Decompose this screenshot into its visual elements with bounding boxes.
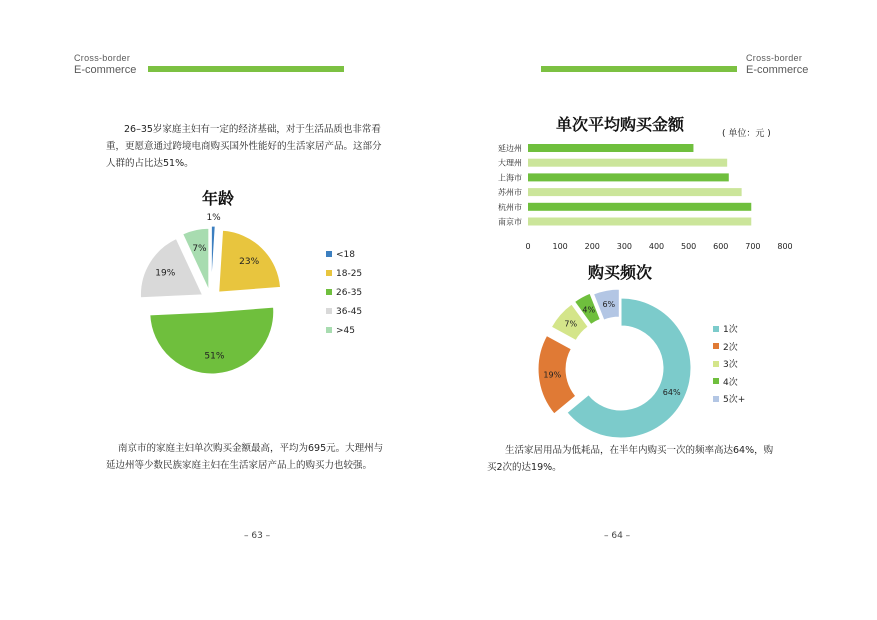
legend-label: 36-45 [336, 307, 363, 317]
donut-slice-1次 [567, 298, 691, 438]
brand-logo [74, 54, 136, 76]
legend-item-2次 [713, 340, 738, 353]
category-label: 南京市 [498, 217, 522, 227]
legend-label: 26-35 [336, 288, 363, 298]
tick-label: 300 [616, 242, 633, 252]
page-number: – 63 – [244, 531, 271, 541]
frequency-paragraph [487, 442, 807, 476]
legend-item-<18 [326, 250, 355, 260]
data-label: 51% [204, 351, 225, 362]
legend-label: 3次 [723, 360, 738, 370]
para-line: 生活家居用品为低耗品，在半年内购买一次的频率高达64%，购 [505, 445, 774, 456]
legend-item->45 [326, 326, 355, 336]
brand-logo [746, 54, 808, 76]
data-label: 19% [155, 268, 176, 279]
data-label: 7% [192, 243, 207, 254]
amount-bar-chart [479, 138, 809, 253]
legend-item-3次 [713, 357, 738, 370]
legend-item-18-25 [326, 269, 362, 279]
legend-swatch [713, 343, 719, 349]
unit-label: ( 单位：元 ) [722, 129, 771, 139]
tick-label: 700 [745, 242, 761, 252]
bar-延边州 [528, 144, 693, 152]
category-label: 大理州 [498, 158, 522, 168]
legend-swatch [326, 289, 332, 295]
brand-line1: Cross-border [74, 53, 131, 63]
legend-label: 5次+ [723, 395, 746, 405]
legend-label: >45 [336, 326, 355, 336]
data-label: 1% [206, 213, 221, 224]
legend-swatch [713, 326, 719, 332]
spending-paragraph [106, 440, 416, 474]
page-number: – 64 – [604, 531, 631, 541]
tick-label: 800 [777, 242, 793, 252]
frequency-legend [713, 322, 783, 412]
bar-苏州市 [528, 188, 742, 196]
tick-label: 200 [584, 242, 600, 252]
age-legend [326, 250, 406, 340]
tick-label: 0 [525, 242, 531, 252]
legend-label: 1次 [723, 325, 738, 335]
legend-swatch [713, 378, 719, 384]
legend-label: 2次 [723, 342, 738, 353]
legend-item-36-45 [326, 307, 362, 317]
legend-swatch [326, 251, 332, 257]
legend-item-26-35 [326, 288, 362, 298]
data-label: 7% [564, 319, 578, 329]
legend-label: 18-25 [336, 269, 363, 279]
data-label: 6% [602, 300, 616, 310]
left-page [0, 0, 438, 620]
pie-slice-<18 [211, 226, 215, 288]
bar-大理州 [528, 159, 727, 167]
para-line: 重，更愿意通过跨境电商购买国外性能好的生活家居产品。这部分 [106, 141, 382, 152]
right-page [439, 0, 877, 620]
bar-杭州市 [528, 203, 751, 211]
legend-swatch [326, 308, 332, 314]
bar-上海市 [528, 173, 729, 181]
tick-label: 500 [680, 242, 697, 252]
frequency-donut-chart [529, 282, 829, 452]
brand-line1: Cross-border [746, 53, 803, 63]
brand-line2: E-commerce [746, 64, 809, 76]
header-bar [148, 66, 344, 72]
legend-item-5次+ [713, 392, 745, 405]
tick-label: 100 [552, 242, 568, 252]
legend-item-1次 [713, 322, 738, 335]
amount-chart-title: 单次平均购买金额 [555, 115, 684, 134]
para-line: 买2次的达19%。 [487, 462, 562, 473]
data-label: 4% [582, 305, 596, 315]
data-label: 23% [239, 257, 260, 268]
tick-label: 600 [713, 242, 729, 252]
legend-label: <18 [336, 250, 355, 260]
intro-paragraph [106, 121, 406, 172]
frequency-chart-title: 购买频次 [587, 263, 652, 282]
legend-item-4次 [713, 375, 738, 388]
brand-line2: E-commerce [74, 64, 137, 76]
category-label: 上海市 [498, 173, 522, 183]
bar-南京市 [528, 218, 751, 226]
category-label: 苏州市 [498, 188, 522, 198]
category-label: 杭州市 [498, 202, 522, 212]
legend-swatch [326, 327, 332, 333]
age-chart-title: 年龄 [201, 189, 234, 208]
para-line: 26–35岁家庭主妇有一定的经济基础，对于生活品质也非常看 [124, 124, 381, 135]
legend-swatch [713, 361, 719, 367]
data-label: 64% [662, 387, 681, 397]
pie-slice-26-35 [150, 307, 274, 374]
category-label: 延边州 [498, 144, 522, 153]
header-bar [541, 66, 737, 72]
legend-label: 4次 [723, 377, 738, 388]
tick-label: 400 [648, 242, 665, 252]
legend-swatch [326, 270, 332, 276]
data-label: 19% [543, 370, 562, 380]
para-line: 延边州等少数民族家庭主妇在生活家居产品上的购买力也较强。 [106, 460, 373, 471]
para-line: 人群的占比达51%。 [106, 158, 194, 169]
legend-swatch [713, 396, 719, 402]
para-line: 南京市的家庭主妇单次购买金额最高，平均为695元。大理州与 [118, 443, 384, 454]
